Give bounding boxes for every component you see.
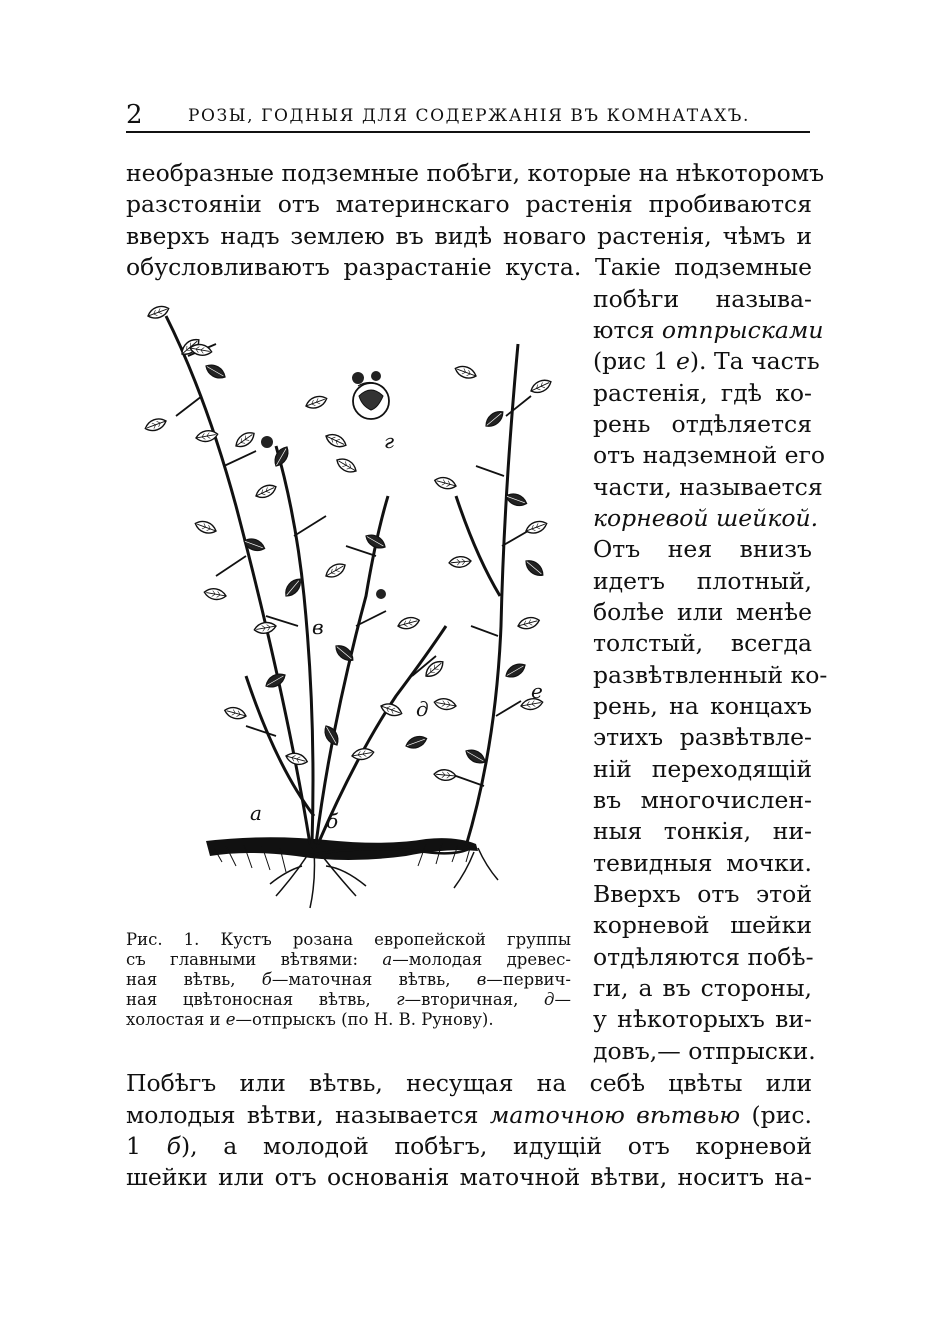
rose-flower — [261, 371, 389, 599]
side-line: у нѣкоторыхъ ви- — [593, 1005, 812, 1033]
label-e: е — [531, 679, 543, 703]
body-line: обусловливаютъ разрастаніе куста. Такіе подземные — [126, 253, 812, 281]
soil — [206, 837, 478, 860]
header-rule — [126, 131, 810, 133]
body-line: 1 б), а молодой побѣгъ, идущій отъ корневой — [126, 1132, 812, 1160]
label-v: в — [312, 615, 324, 639]
label-a: а — [250, 801, 262, 825]
side-line: рень, на концахъ — [593, 692, 812, 720]
label-b: б — [326, 809, 339, 833]
side-line: Отъ нея внизъ — [593, 535, 812, 563]
body-line: Побѣгъ или вѣтвь, несущая на себѣ цвѣты или — [126, 1069, 812, 1097]
side-line: въ многочислен- — [593, 786, 812, 814]
side-line: растенія, гдѣ ко- — [593, 379, 812, 407]
side-line: развѣтвленный ко- — [593, 661, 828, 689]
side-line: толстый, всегда — [593, 629, 812, 657]
body-line: вверхъ надъ землею въ видѣ новаго растенія, чѣмъ и — [126, 222, 812, 250]
side-line: Вверхъ отъ этой — [593, 880, 812, 908]
side-line: части, называется — [593, 473, 823, 501]
caption-line: ная вѣтвь, б—маточная вѣтвь, в—первич- — [126, 970, 571, 989]
leaves — [144, 304, 554, 782]
side-line: отъ надземной его — [593, 441, 826, 469]
rose-bush-illustration — [126, 296, 588, 920]
label-g: г — [384, 429, 395, 453]
side-line: ныя тонкія, ни- — [593, 817, 812, 845]
caption-line: съ главными вѣтвями: а—молодая древес- — [126, 950, 571, 969]
side-line: довъ,— отпрыски. — [593, 1037, 816, 1065]
page-header — [126, 100, 812, 130]
side-line: побѣги называ- — [593, 285, 812, 313]
body-line: разстояніи отъ материнскаго растенія пробиваются — [126, 190, 812, 218]
rose-bush-drawing — [126, 296, 588, 920]
side-line: болѣе или менѣе — [593, 598, 812, 626]
running-title: РОЗЫ, ГОДНЫЯ ДЛЯ СОДЕРЖАНІЯ ВЪ КОМНАТАХЪ. — [188, 106, 751, 126]
side-line: ги, а въ стороны, — [593, 974, 812, 1002]
right-branchlets — [456, 396, 531, 786]
label-d: д — [416, 697, 429, 721]
figure-caption — [126, 930, 571, 1030]
side-line: рень отдѣляется — [593, 410, 812, 438]
side-line: ній переходящій — [593, 755, 812, 783]
side-line: тевидныя мочки. — [593, 849, 812, 877]
body-line: молодыя вѣтви, называется маточною вѣтвью (рис. — [126, 1101, 812, 1129]
body-line: необразные подземные побѣги, которые на нѣкоторомъ — [126, 159, 825, 187]
caption-line: ная цвѣтоносная вѣтвь, г—вторичная, д— — [126, 990, 571, 1009]
left-stems — [166, 316, 446, 844]
side-line: корневой шейки — [593, 911, 812, 939]
side-line: корневой шейкой. — [593, 504, 819, 532]
side-line: отдѣляются побѣ- — [593, 943, 814, 971]
side-line: идетъ плотный, — [593, 567, 812, 595]
page-number: 2 — [126, 100, 143, 130]
side-line: этихъ развѣтвле- — [593, 723, 812, 751]
side-line: ются отпрысками — [593, 316, 824, 344]
caption-line: холостая и е—отпрыскъ (по Н. В. Рунову). — [126, 1010, 494, 1029]
side-line: (рис 1 е). Та часть — [593, 347, 820, 375]
left-branchlets — [176, 344, 436, 736]
caption-line: Рис. 1. Кустъ розана европейской группы — [126, 930, 571, 949]
body-line: шейки или отъ основанія маточной вѣтви, носитъ на- — [126, 1163, 812, 1191]
